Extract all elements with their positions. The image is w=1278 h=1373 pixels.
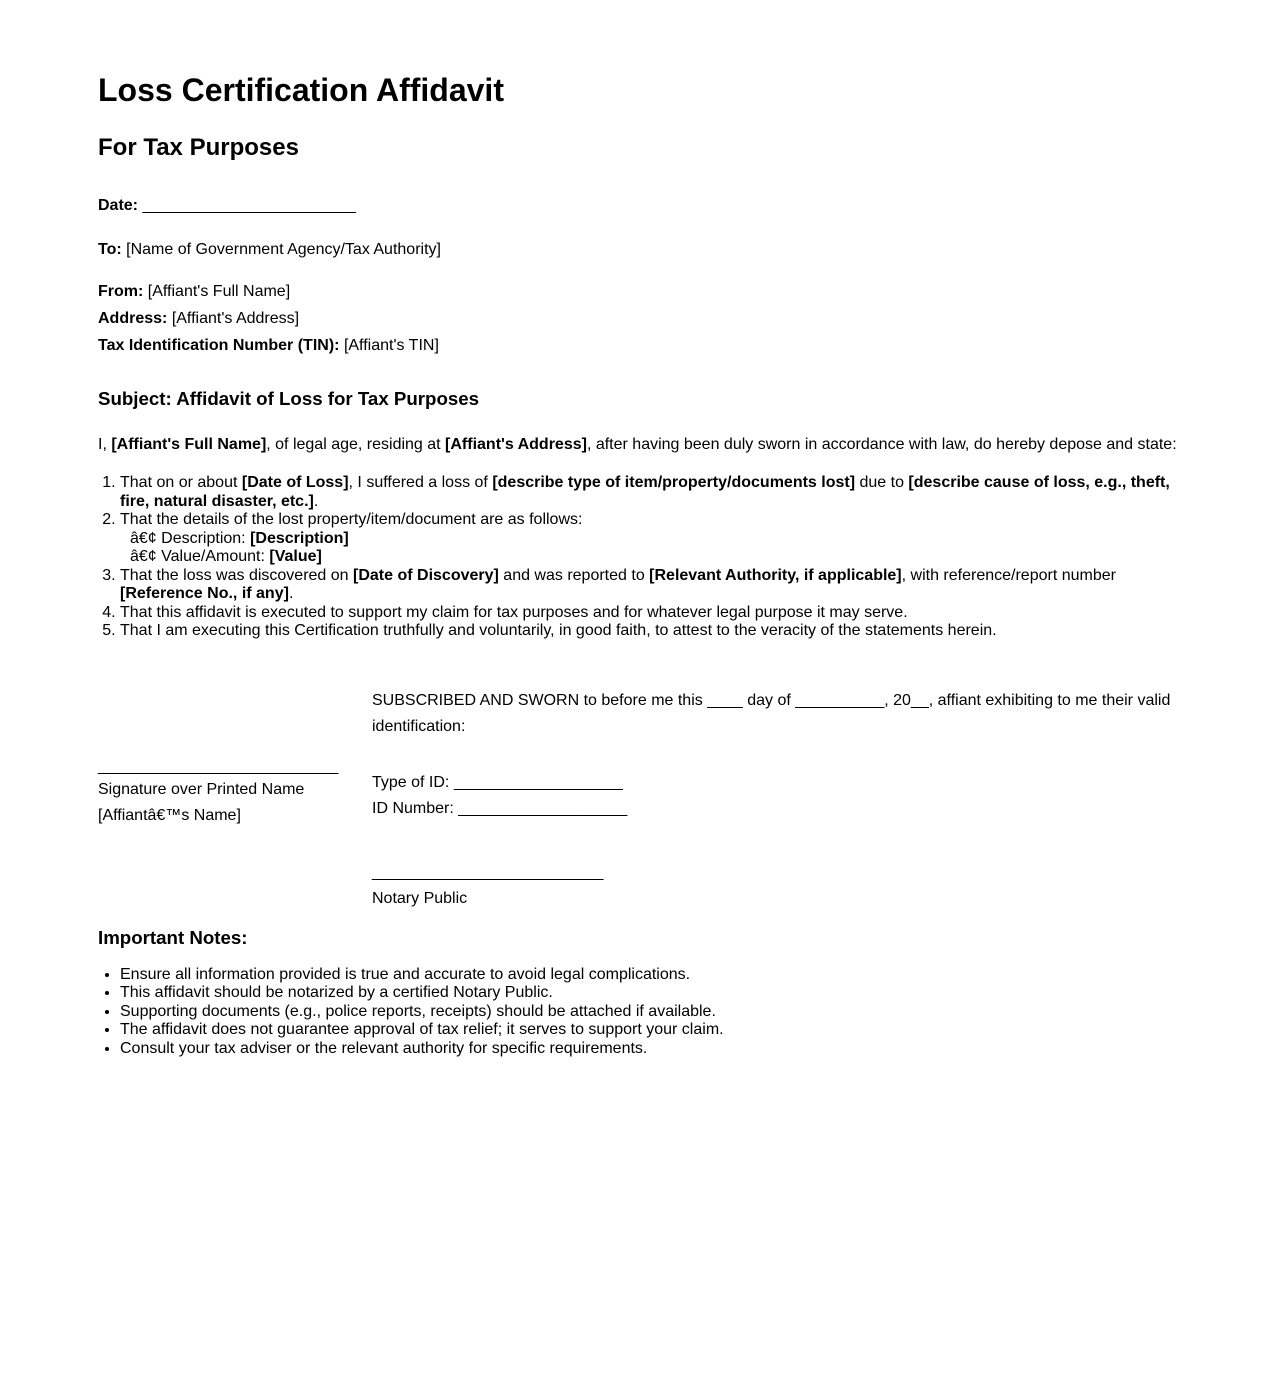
placeholder-cause-of-loss: [describe cause of loss, e.g., theft, fire, natural disaster, etc.] (120, 474, 1170, 510)
notary-blank-line: __________________________ (372, 863, 604, 881)
text-segment: That on or about (120, 474, 242, 491)
signature-blank-line: ___________________________ (98, 757, 339, 775)
from-value: [Affiant's Full Name] (147, 283, 291, 300)
address-row (98, 305, 1178, 332)
document-subtitle: For Tax Purposes (98, 134, 299, 161)
detail-description-row (130, 530, 1178, 549)
address-value: [Affiant's Address] (171, 310, 300, 327)
type-of-id-label: Type of ID: (372, 773, 454, 791)
type-of-id-row (372, 770, 1178, 796)
notary-jurat-block (372, 688, 1178, 912)
note-item: • Ensure all information provided is true and accurate to avoid legal complications. (120, 966, 1178, 985)
text-segment: . (288, 585, 294, 602)
text-segment: That the details of the lost property/item/document are as follows: (120, 511, 583, 528)
text-segment: . (313, 492, 319, 510)
date-blank-line: ________________________ (142, 197, 357, 214)
tin-row (98, 332, 1178, 359)
placeholder-item-lost: [describe type of item/property/documents lost] (492, 474, 856, 491)
statement-item-5: 5. That I am executing this Certification truthfully and voluntarily, in good faith, to attest to the veracity of the statements herein. (120, 622, 1178, 641)
important-notes-heading: Important Notes: (98, 926, 248, 948)
from-label: From: (98, 283, 144, 300)
text-segment: and was reported to (498, 566, 650, 584)
text-segment: , after having been duly sworn in accordance with law, do hereby depose and state: (586, 436, 1177, 453)
placeholder-reference-no: [Reference No., if any] (120, 585, 289, 602)
signature-section (98, 688, 1178, 912)
placeholder-affiant-name: [Affiant's Full Name] (111, 436, 267, 453)
text-segment: due to (855, 474, 909, 491)
text-segment: , of legal age, residing at (266, 436, 446, 453)
opening-statement (98, 431, 1178, 458)
id-number-blank-line: ___________________ (458, 799, 628, 817)
address-label: Address: (98, 310, 168, 327)
id-number-label: ID Number: (372, 799, 459, 817)
to-row (98, 236, 1178, 263)
placeholder-date-of-discovery: [Date of Discovery] (353, 566, 499, 584)
tin-value: [Affiant's TIN] (343, 337, 439, 354)
important-notes-list (98, 966, 1178, 1059)
placeholder-value: [Value] (269, 548, 322, 565)
document-title: Loss Certification Affidavit (98, 72, 504, 108)
tin-label: Tax Identification Number (TIN): (98, 337, 340, 354)
type-of-id-blank-line: ___________________ (453, 773, 623, 791)
text-segment: , I suffered a loss of (348, 474, 493, 491)
from-row (98, 278, 1178, 305)
affidavit-document (98, 73, 1178, 1058)
id-number-row (372, 796, 1178, 822)
subject-heading: Subject: Affidavit of Loss for Tax Purposes (98, 388, 480, 409)
date-label: Date: (98, 197, 139, 214)
sworn-statement: SUBSCRIBED AND SWORN to before me this ____ day of __________, 20__, affiant exhibiting to me their valid identification: (372, 691, 1171, 735)
note-item: • This affidavit should be notarized by a certified Notary Public. (120, 984, 1178, 1003)
signature-caption: Signature over Printed Name (98, 780, 305, 798)
placeholder-date-of-loss: [Date of Loss] (241, 474, 349, 491)
detail-value-row (130, 548, 1178, 567)
date-field-row (98, 192, 1178, 219)
placeholder-description: [Description] (250, 529, 349, 547)
notary-caption: Notary Public (372, 889, 468, 907)
note-item: • Supporting documents (e.g., police reports, receipts) should be attached if available. (120, 1003, 1178, 1022)
placeholder-relevant-authority: [Relevant Authority, if applicable] (649, 566, 902, 584)
statement-item-2 (120, 511, 1178, 567)
sender-block (98, 278, 1178, 359)
text-segment: , with reference/report number (901, 566, 1116, 584)
note-item: • Consult your tax adviser or the relevant authority for specific requirements. (120, 1040, 1178, 1059)
bullet-text-segment: â€¢ Description: (130, 529, 251, 547)
note-item: • The affidavit does not guarantee approval of tax relief; it serves to support your claim. (120, 1021, 1178, 1040)
statement-item-1 (120, 474, 1178, 511)
bullet-text-segment: â€¢ Value/Amount: (130, 548, 270, 565)
to-value: [Name of Government Agency/Tax Authority] (126, 241, 441, 258)
statement-item-3 (120, 567, 1178, 604)
statement-item-4: 4. That this affidavit is executed to support my claim for tax purposes and for whatever legal purpose it may serve. (120, 604, 1178, 623)
affiant-signature-block (98, 688, 372, 912)
text-segment: That the loss was discovered on (120, 566, 354, 584)
to-label: To: (98, 241, 122, 258)
statements-list (98, 474, 1178, 641)
placeholder-affiant-address: [Affiant's Address] (445, 436, 587, 453)
affiant-name-placeholder: [Affiantâ€™s Name] (98, 806, 241, 824)
text-segment: I, (98, 436, 112, 453)
